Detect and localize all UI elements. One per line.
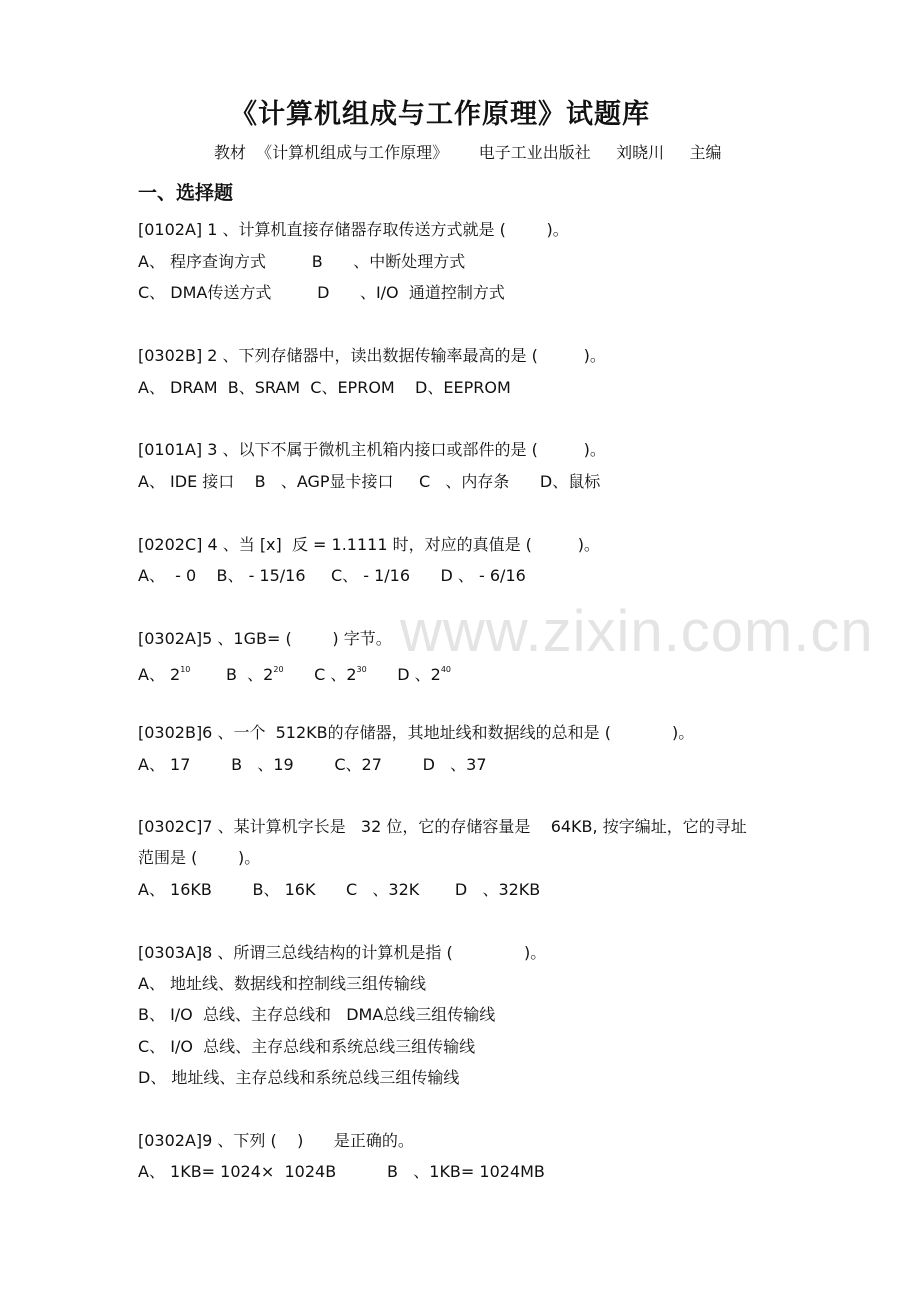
question-option: C、 DMA传送方式 D 、I/O 通道控制方式 bbox=[138, 283, 505, 302]
exponent: 20 bbox=[273, 665, 284, 674]
question-option: A、 - 0 B、 - 15/16 C、 - 1/16 D 、 - 6/16 bbox=[138, 566, 526, 585]
question-stem: [0302B] 2 、下列存储器中，读出数据传输率最高的是 ( )。 bbox=[138, 346, 606, 365]
exponent: 30 bbox=[356, 665, 367, 674]
section-heading: 一、选择题 bbox=[138, 182, 234, 204]
question-stem: [0302A]5 、1GB= ( ) 字节。 bbox=[138, 629, 392, 648]
question-stem: [0303A]8 、所谓三总线结构的计算机是指 ( )。 bbox=[138, 943, 547, 962]
question-option: A、 17 B 、19 C、27 D 、37 bbox=[138, 755, 487, 774]
question-option: A、 16KB B、 16K C 、32K D 、32KB bbox=[138, 880, 541, 899]
question-option: A、 IDE 接口 B 、AGP显卡接口 C 、内存条 D、鼠标 bbox=[138, 472, 601, 491]
option-d: D 、$2^{40}$ bbox=[397, 665, 451, 684]
exponent: 40 bbox=[440, 665, 451, 674]
question-option: C、 I/O 总线、主存总线和系统总线三组传输线 bbox=[138, 1037, 476, 1056]
question-stem: [0202C] 4 、当 [x] 反 = 1.1111 时，对应的真值是 ( )。 bbox=[138, 535, 600, 554]
option-a: A、 $2^{10}$ bbox=[138, 665, 191, 684]
document-title: 《计算机组成与工作原理》试题库 bbox=[230, 99, 650, 130]
exponent: 10 bbox=[180, 665, 191, 674]
question-stem: [0302C]7 、某计算机字长是 32 位，它的存储容量是 64KB, 按字编址，它的寻址 bbox=[138, 817, 747, 836]
question-stem: [0302B]6 、一个 512KB的存储器，其地址线和数据线的总和是 ( )。 bbox=[138, 723, 695, 742]
question-option: A、 1KB= 1024× 1024B B 、1KB= 1024MB bbox=[138, 1162, 545, 1181]
question-option: A、 DRAM B、SRAM C、EPROM D、EEPROM bbox=[138, 378, 511, 397]
question-stem: [0101A] 3 、以下不属于微机主机箱内接口或部件的是 ( )。 bbox=[138, 440, 606, 459]
option-c: C 、$2^{30}$ bbox=[314, 665, 367, 684]
question-stem: [0102A] 1 、计算机直接存储器存取传送方式就是 ( )。 bbox=[138, 220, 569, 239]
question-option: A、 程序查询方式 B 、中断处理方式 bbox=[138, 252, 466, 271]
question-option-row bbox=[138, 660, 451, 685]
watermark: www.zixin.com.cn bbox=[400, 599, 874, 664]
question-option: B、 I/O 总线、主存总线和 DMA总线三组传输线 bbox=[138, 1005, 496, 1024]
document-subtitle: 教材 《计算机组成与工作原理》 电子工业出版社 刘晓川 主编 bbox=[214, 143, 722, 162]
question-option: A、 地址线、数据线和控制线三组传输线 bbox=[138, 974, 427, 993]
option-b: B 、$2^{20}$ bbox=[226, 665, 284, 684]
question-option: D、 地址线、主存总线和系统总线三组传输线 bbox=[138, 1068, 460, 1087]
question-stem: [0302A]9 、下列 ( ) 是正确的。 bbox=[138, 1131, 414, 1150]
question-stem-continued: 范围是 ( )。 bbox=[138, 848, 261, 867]
